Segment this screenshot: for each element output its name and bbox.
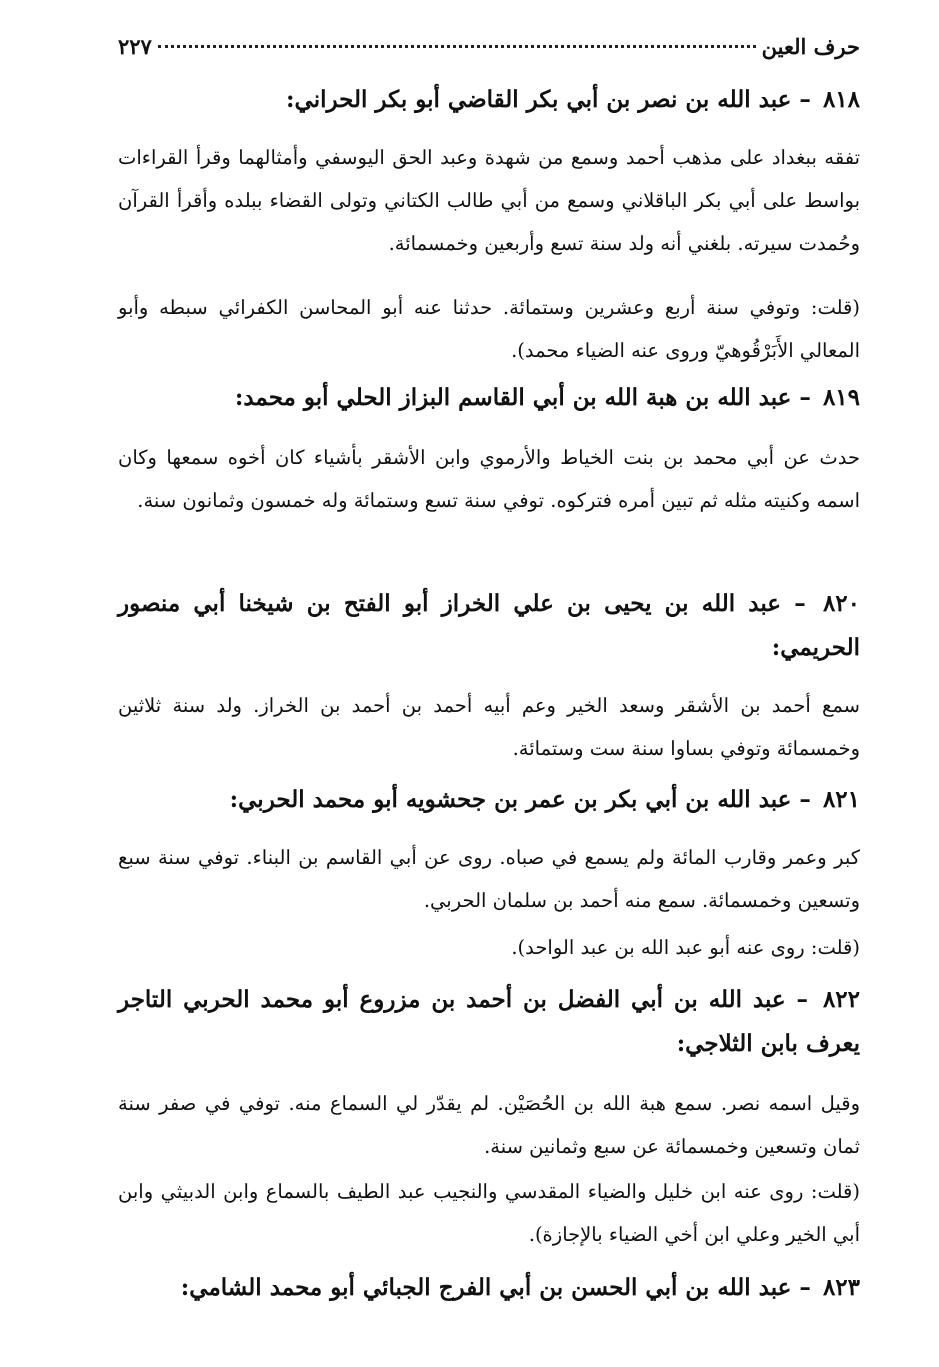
entry-heading xyxy=(118,376,860,420)
running-header xyxy=(118,34,860,68)
entry-heading xyxy=(118,78,860,122)
entry-818-note: (قلت: وتوفي سنة أربع وعشرين وستمائة. حدثنا عنه أبو المحاسن الكفرائي سبطه وأبو المعالي الأَبَرْقُوهيّ وروى عنه الضياء محمد). xyxy=(118,296,860,362)
entry-822 xyxy=(118,978,860,1066)
entry-dash: – xyxy=(799,786,811,813)
entry-title: عبد الله بن يحيى بن علي الخراز أبو الفتح بن شيخنا أبي منصور الحريمي: xyxy=(118,590,860,661)
entry-title: عبد الله بن أبي الفضل بن أحمد بن مزروع أبو محمد الحربي التاجر يعرف بابن الثلاجي: xyxy=(118,986,860,1057)
entry-title: عبد الله بن نصر بن أبي بكر القاضي أبو بكر الحراني: xyxy=(286,86,792,113)
entry-821 xyxy=(118,778,860,822)
entry-number: ٨١٩ xyxy=(822,384,860,411)
entry-dash: – xyxy=(794,590,806,617)
entry-821-text: كبر وعمر وقارب المائة ولم يسمع في صباه. روى عن أبي القاسم بن البناء. توفي سنة سبع وتسعين وخمسمائة. سمع منه أحمد بن سلمان الحربي. xyxy=(118,846,860,912)
entry-heading xyxy=(118,1266,860,1310)
entry-dash: – xyxy=(799,1274,811,1301)
chapter-title: حرف العين xyxy=(761,34,860,59)
entry-heading xyxy=(118,582,860,670)
entry-number: ٨٢٣ xyxy=(822,1274,860,1301)
entry-title: عبد الله بن هبة الله بن أبي القاسم البزاز الحلي أبو محمد: xyxy=(234,384,792,411)
entry-number: ٨٢١ xyxy=(822,786,860,813)
entry-dash: – xyxy=(799,384,811,411)
entry-823 xyxy=(118,1266,860,1310)
entry-819-text: حدث عن أبي محمد بن بنت الخياط والأرموي وابن الأشقر بأشياء كان أخوه سمعها وكان اسمه وكنيته مثله ثم تبين أمره فتركوه. توفي سنة تسع وستمائة وله خمسون وثمانون سنة. xyxy=(118,446,860,512)
entry-820 xyxy=(118,582,860,670)
entry-818-text: تفقه ببغداد على مذهب أحمد وسمع من شهدة وعبد الحق اليوسفي وأمثالهما وقرأ القراءات بواسط على أبي بكر الباقلاني وسمع من أبي طالب الكتاني وتولى القضاء ببلده وأقرأ القرآن وحُمدت سيرته. بلغني أنه ولد سنة تسع وأربعين وخمسمائة. xyxy=(118,146,860,255)
entry-818 xyxy=(118,78,860,122)
entry-dash: – xyxy=(796,986,809,1013)
entry-820-text: سمع أحمد بن الأشقر وسعد الخير وعم أبيه أحمد بن أحمد بن الخراز. ولد سنة ثلاثين وخمسمائة وتوفي بساوا سنة ست وستمائة. xyxy=(118,694,860,760)
entry-title: عبد الله بن أبي الحسن بن أبي الفرج الجبائي أبو محمد الشامي: xyxy=(180,1274,792,1301)
page-number: ٢٢٧ xyxy=(118,34,152,59)
entry-822-text: وقيل اسمه نصر. سمع هبة الله بن الحُصَيْن. لم يقدّر لي السماع منه. توفي في صفر سنة ثمان وتسعين وخمسمائة عن سبع وثمانين سنة. xyxy=(118,1092,860,1158)
entry-822-note: (قلت: روى عنه ابن خليل والضياء المقدسي والنجيب عبد الطيف بالسماع وابن الدبيثي وابن أبي الخير وعلي ابن أخي الضياء بالإجازة). xyxy=(118,1180,860,1246)
entry-821-note: (قلت: روى عنه أبو عبد الله بن عبد الواحد). xyxy=(511,936,860,959)
entry-heading xyxy=(118,978,860,1066)
header-leader-dots xyxy=(158,45,756,48)
entry-number: ٨١٨ xyxy=(822,86,860,113)
entry-dash: – xyxy=(799,86,811,113)
entry-number: ٨٢٢ xyxy=(822,986,860,1013)
entry-819 xyxy=(118,376,860,420)
entry-heading xyxy=(118,778,860,822)
entry-title: عبد الله بن أبي بكر بن عمر بن جحشويه أبو محمد الحربي: xyxy=(229,786,792,813)
entry-number: ٨٢٠ xyxy=(822,590,861,617)
